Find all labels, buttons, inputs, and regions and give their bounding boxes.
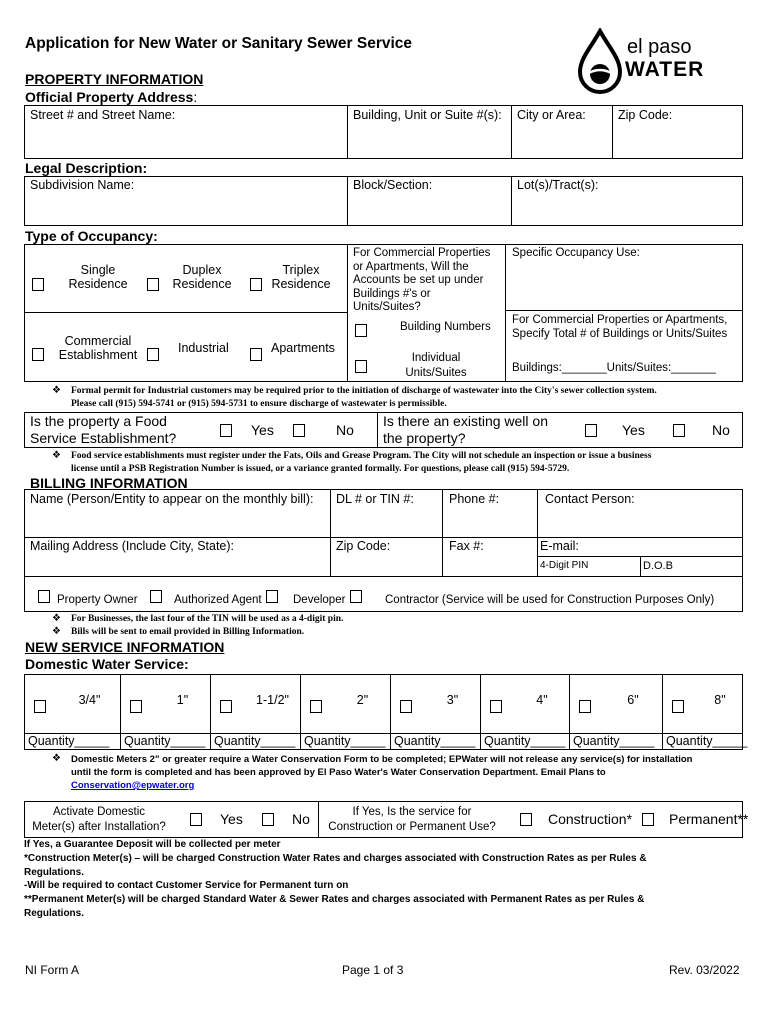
divider (569, 674, 570, 750)
pin-field[interactable]: 4-Digit PIN (540, 560, 589, 571)
meter-size-label: 6" (627, 693, 639, 707)
divider (24, 537, 743, 538)
developer-label: Developer (293, 594, 346, 606)
meter-size-checkbox[interactable] (579, 700, 591, 713)
note-line: license until a PSB Registration Number is issued, or a variance granted formally. For questions, please call (915) 594-5729. (71, 464, 570, 474)
meter-size-checkbox[interactable] (34, 700, 46, 713)
well-no-checkbox[interactable] (673, 424, 685, 437)
food-yes-checkbox[interactable] (220, 424, 232, 437)
note-line: Please call (915) 594-5741 or (915) 594-5731 to ensure discharge of wastewater is permissible. (71, 399, 447, 409)
note-line: Regulations. (24, 866, 85, 878)
food-yes-label: Yes (251, 422, 274, 438)
divider (347, 244, 348, 382)
page-number: Page 1 of 3 (342, 963, 404, 977)
meter-size-label: 3" (446, 693, 459, 707)
deposit-notes (24, 838, 647, 921)
dob-field[interactable]: D.O.B (643, 560, 673, 572)
label-line: Establishment (58, 348, 138, 362)
authorized-agent-checkbox[interactable] (150, 590, 162, 603)
question-line: Buildings #'s or (353, 287, 431, 300)
triplex-residence-checkbox[interactable] (250, 278, 262, 291)
question-line: Activate Domestic (52, 806, 146, 818)
industrial-checkbox[interactable] (147, 348, 159, 361)
meter-size-label: 3/4" (78, 693, 101, 707)
label-line: Commercial (64, 334, 132, 348)
question-line: Is there an existing well on (383, 413, 548, 429)
well-yes-checkbox[interactable] (585, 424, 597, 437)
occupancy-heading: Type of Occupancy: (25, 228, 158, 244)
meter-conservation-note (71, 753, 692, 792)
divider (505, 244, 506, 382)
quantity-field[interactable]: Quantity_____ (304, 734, 386, 748)
meter-size-label: 4" (536, 693, 548, 707)
divider (537, 489, 538, 577)
label-line: Individual (411, 352, 461, 364)
commercial-establishment-checkbox[interactable] (32, 348, 44, 361)
quantity-field[interactable]: Quantity_____ (394, 734, 476, 748)
permanent-checkbox[interactable] (642, 813, 654, 826)
divider (505, 310, 743, 311)
note-line: If Yes, a Guarantee Deposit will be collected per meter (24, 839, 281, 850)
meter-size-label: 1" (176, 693, 189, 707)
single-residence-checkbox[interactable] (32, 278, 44, 291)
activate-question (28, 805, 170, 835)
divider (480, 674, 481, 750)
meter-size-label: 1-1/2" (256, 693, 289, 707)
property-heading: PROPERTY INFORMATION (25, 71, 204, 87)
question-line: Construction or Permanent Use? (328, 821, 496, 833)
apartments-label: Apartments (271, 341, 335, 355)
address-label: Official Property Address (25, 89, 194, 105)
service-use-question (322, 805, 502, 835)
meter-size-checkbox[interactable] (400, 700, 412, 713)
note-line: Food service establishments must register under the Fats, Oils and Grease Program. The City will not schedule an inspection or issue a business (71, 451, 652, 461)
question-line: Specify Total # of Buildings or Units/Suites (512, 328, 728, 340)
question-line: the property? (383, 430, 466, 446)
food-no-checkbox[interactable] (293, 424, 305, 437)
diamond-bullet-icon: ❖ (52, 753, 61, 764)
lots-field[interactable]: Lot(s)/Tract(s): (517, 178, 599, 192)
divider (210, 674, 211, 750)
total-buildings-question (512, 313, 727, 341)
divider (662, 674, 663, 750)
divider (537, 556, 743, 557)
fax-field[interactable]: Fax #: (449, 539, 484, 553)
well-no-label: No (712, 422, 730, 438)
question-line: For Commercial Properties (353, 247, 491, 259)
billing-zip-field[interactable]: Zip Code: (336, 539, 391, 553)
construction-checkbox[interactable] (520, 813, 532, 826)
label-line: Units/Suites (405, 367, 467, 379)
note-line: **Permanent Meter(s) will be charged Standard Water & Sewer Rates and charges associated with Permanent Rates as per Rules & (24, 894, 645, 906)
meter-size-checkbox[interactable] (220, 700, 232, 713)
apartments-checkbox[interactable] (250, 348, 262, 361)
divider (640, 556, 641, 577)
contractor-label: Contractor (Service will be used for Construction Purposes Only) (385, 594, 715, 606)
question-line: For Commercial Properties or Apartments, (512, 314, 728, 326)
divider (377, 412, 378, 448)
note-line: Regulations. (24, 907, 85, 919)
property-owner-checkbox[interactable] (38, 590, 50, 603)
label-line: Duplex (182, 263, 222, 277)
block-field[interactable]: Block/Section: (353, 178, 433, 192)
zip-field[interactable]: Zip Code: (618, 108, 673, 122)
divider (330, 489, 331, 577)
divider (318, 801, 319, 838)
specific-occupancy-field[interactable]: Specific Occupancy Use: (512, 247, 640, 259)
meter-size-label: 8" (714, 693, 726, 707)
new-service-heading: NEW SERVICE INFORMATION (25, 639, 225, 655)
phone-field[interactable]: Phone #: (449, 492, 500, 506)
billing-heading: BILLING INFORMATION (30, 475, 188, 491)
contractor-checkbox[interactable] (350, 590, 362, 603)
quantity-field[interactable]: Quantity_____ (573, 734, 655, 748)
divider (511, 176, 512, 226)
label-line: Residence (68, 277, 128, 291)
quantity-field[interactable]: Quantity_____ (666, 734, 748, 748)
divider (511, 105, 512, 159)
street-field[interactable]: Street # and Street Name: (30, 108, 176, 122)
divider (347, 176, 348, 226)
conservation-email-link[interactable]: Conservation@epwater.org (71, 780, 195, 791)
label-line: Residence (172, 277, 232, 291)
meter-size-checkbox[interactable] (672, 700, 684, 713)
divider (347, 105, 348, 159)
building-numbers-checkbox[interactable] (355, 324, 367, 337)
subdivision-field[interactable]: Subdivision Name: (30, 178, 135, 192)
water-drop-icon (575, 28, 625, 94)
divider (442, 489, 443, 577)
dl-tin-field[interactable]: DL # or TIN #: (336, 492, 414, 506)
form-title: Application for New Water or Sanitary Sewer Service (25, 35, 413, 52)
question-line: Meter(s) after Installation? (32, 821, 166, 833)
label-line: Triplex (282, 263, 320, 277)
question-line: Is the property a Food (30, 413, 167, 429)
logo-text-el-paso: el paso (627, 36, 692, 58)
quantity-field[interactable]: Quantity_____ (214, 734, 296, 748)
meter-size-checkbox[interactable] (130, 700, 142, 713)
logo-text-water: WATER (625, 58, 705, 81)
question-line: or Apartments, Will the (353, 260, 469, 273)
divider (612, 105, 613, 159)
construction-label: Construction* (548, 811, 633, 827)
triplex-residence-label (265, 263, 337, 291)
duplex-residence-label (166, 263, 238, 291)
activate-yes-checkbox[interactable] (190, 813, 202, 826)
note-line: -Will be required to contact Customer Service for Permanent turn on (24, 880, 349, 892)
divider (120, 674, 121, 750)
well-question (383, 413, 548, 447)
well-yes-label: Yes (622, 422, 645, 438)
food-no-label: No (336, 422, 354, 438)
quantity-field[interactable]: Quantity_____ (124, 734, 206, 748)
activate-no-checkbox[interactable] (262, 813, 274, 826)
fog-program-note (71, 450, 651, 476)
permanent-label: Permanent** (669, 811, 749, 827)
industrial-label: Industrial (178, 341, 229, 355)
legal-label: Legal Description: (25, 160, 148, 176)
diamond-bullet-icon: ❖ (52, 626, 61, 637)
mailing-address-field[interactable]: Mailing Address (Include City, State): (30, 539, 235, 553)
note-line: *Construction Meter(s) – will be charged Construction Water Rates and charges associated with Construction Rates as per Rules & (24, 852, 647, 864)
commercial-accounts-question (353, 247, 490, 315)
epwater-logo (575, 28, 747, 94)
question-line: Service Establishment? (30, 430, 177, 446)
divider (390, 674, 391, 750)
single-residence-label (62, 263, 134, 291)
industrial-permit-note (71, 385, 657, 411)
question-line: Accounts be set up under (353, 274, 484, 286)
quantity-field[interactable]: Quantity_____ (484, 734, 566, 748)
diamond-bullet-icon: ❖ (52, 613, 61, 624)
label-line: Single (80, 263, 116, 277)
individual-units-label (398, 351, 474, 381)
diamond-bullet-icon: ❖ (52, 450, 61, 461)
address-label-row (25, 89, 197, 105)
commercial-establishment-label (52, 334, 144, 362)
billing-name-field[interactable]: Name (Person/Entity to appear on the monthly bill): (30, 492, 314, 506)
form-number: NI Form A (25, 963, 80, 977)
note-line: Formal permit for Industrial customers may be required prior to the initiation of discharge of wastewater into the City's sewer collection system. (71, 386, 657, 396)
building-numbers-label: Building Numbers (400, 321, 491, 333)
question-line: Units/Suites? (353, 301, 421, 313)
city-field[interactable]: City or Area: (517, 108, 586, 122)
divider (300, 674, 301, 750)
domestic-water-label: Domestic Water Service: (25, 656, 189, 672)
note-line: until the form is completed and has been approved by El Paso Water's Water Conservation Department. Email Plans to (71, 767, 606, 778)
property-owner-label: Property Owner (57, 594, 138, 606)
tin-pin-note: For Businesses, the last four of the TIN will be used as a 4-digit pin. (71, 614, 344, 624)
quantity-field[interactable]: Quantity_____ (28, 734, 110, 748)
note-line: Domestic Meters 2" or greater require a Water Conservation Form to be completed; EPWater will not release any service(s) for installation (71, 754, 693, 765)
individual-units-checkbox[interactable] (355, 360, 367, 373)
developer-checkbox[interactable] (266, 590, 278, 603)
email-field[interactable]: E-mail: (540, 539, 579, 553)
label-line: Residence (271, 277, 331, 291)
duplex-residence-checkbox[interactable] (147, 278, 159, 291)
authorized-agent-label: Authorized Agent (174, 594, 262, 606)
email-bills-note: Bills will be sent to email provided in Billing Information. (71, 627, 305, 637)
activate-no-label: No (292, 811, 310, 827)
meter-size-label: 2" (356, 693, 369, 707)
question-line: If Yes, Is the service for (352, 806, 472, 818)
meter-size-checkbox[interactable] (310, 700, 322, 713)
diamond-bullet-icon: ❖ (52, 385, 61, 396)
revision-date: Rev. 03/2022 (669, 963, 740, 977)
food-service-question (30, 413, 176, 447)
contact-person-field[interactable]: Contact Person: (545, 492, 635, 506)
activate-yes-label: Yes (220, 811, 243, 827)
address-label-colon: : (193, 89, 198, 105)
meter-size-checkbox[interactable] (490, 700, 502, 713)
divider (24, 312, 347, 313)
building-field[interactable]: Building, Unit or Suite #(s): (353, 108, 502, 122)
buildings-units-field[interactable]: Buildings:_______Units/Suites:_______ (512, 362, 716, 374)
